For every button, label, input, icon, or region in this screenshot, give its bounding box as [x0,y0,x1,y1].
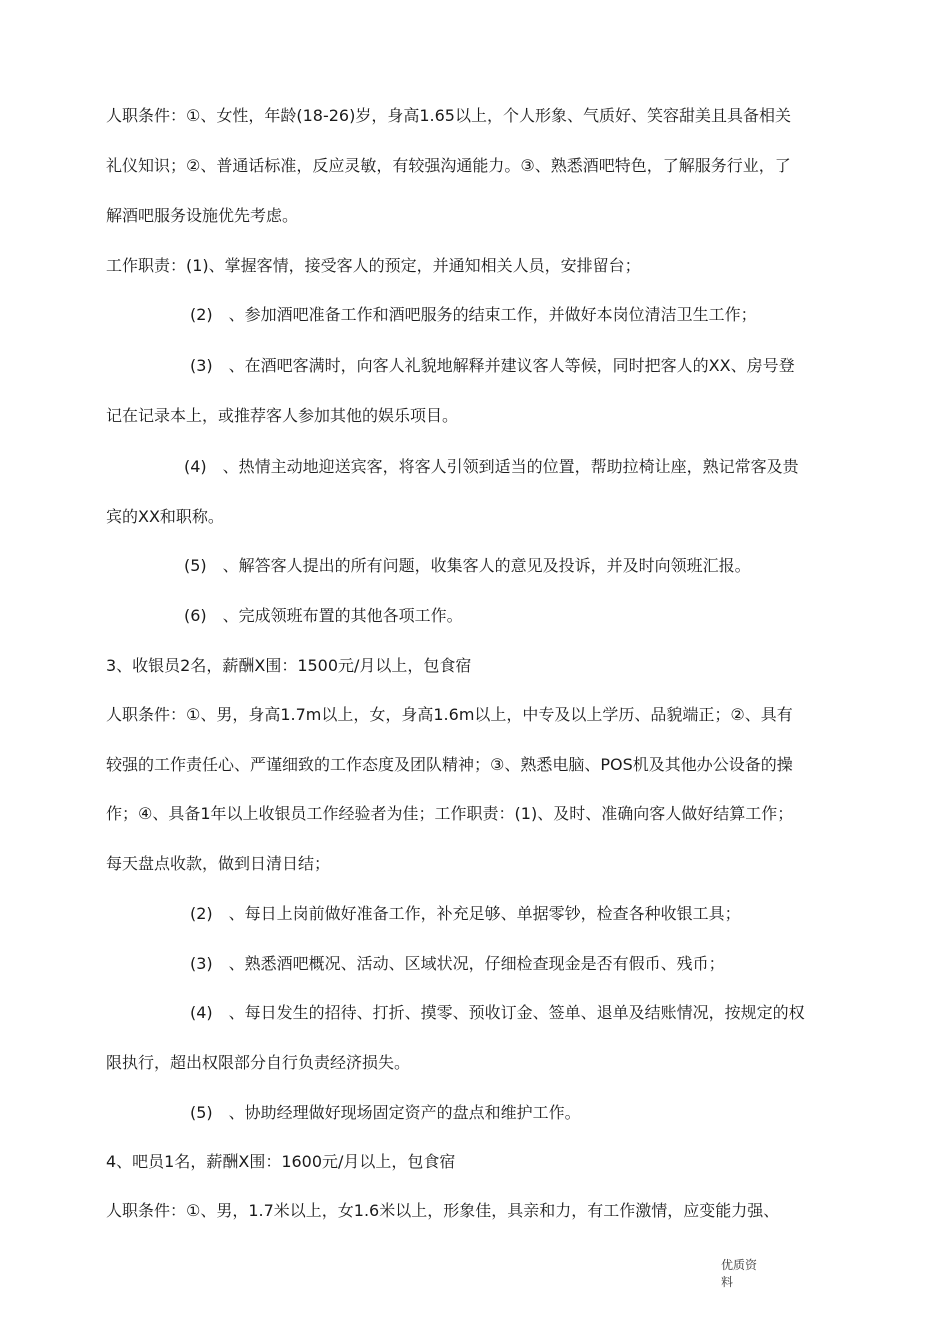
text-line: (2) 、参加酒吧准备工作和酒吧服务的结束工作，并做好本岗位清洁卫生工作； [190,305,757,324]
text-line: 人职条件：①、男，1.7米以上，女1.6米以上，形象佳，具亲和力，有工作激情，应变能力强、 [106,1201,780,1220]
section-heading: 3、收银员2名，薪酬X围：1500元/月以上，包食宿 [106,656,472,675]
text-line: (2) 、每日上岗前做好准备工作，补充足够、单据零钞，检查各种收银工具； [190,904,741,923]
footer-line: 料 [721,1275,734,1289]
text-line: 工作职责：(1)、掌握客情，接受客人的预定，并通知相关人员，安排留台； [106,256,641,275]
section-heading: 4、吧员1名，薪酬X围：1600元/月以上，包食宿 [106,1152,456,1171]
text-line: 每天盘点收款，做到日清日结； [106,854,331,873]
text-line: 宾的XX和职称。 [106,507,224,526]
text-line: 限执行，超出权限部分自行负责经济损失。 [106,1053,411,1072]
text-line: (3) 、熟悉酒吧概况、活动、区域状况，仔细检查现金是否有假币、残币； [190,954,725,973]
text-line: 人职条件：①、男，身高1.7m以上，女，身高1.6m以上，中专及以上学历、品貌端正；②、具有 [106,705,793,724]
text-line: 作；④、具备1年以上收银员工作经验者为佳；工作职责：(1)、及时、准确向客人做好结算工作； [106,804,794,823]
text-line: (5) 、协助经理做好现场固定资产的盘点和维护工作。 [190,1103,581,1122]
text-line: 礼仪知识；②、普通话标准，反应灵敏，有较强沟通能力。③、熟悉酒吧特色，了解服务行业，了 [106,156,791,175]
text-line: 较强的工作责任心、严谨细致的工作态度及团队精神；③、熟悉电脑、POS机及其他办公设备的操 [106,755,793,774]
text-line: 解酒吧服务设施优先考虑。 [106,206,299,225]
text-line: 记在记录本上，或推荐客人参加其他的娱乐项目。 [106,406,459,425]
text-line: (4) 、每日发生的招待、打折、摸零、预收订金、签单、退单及结账情况，按规定的权 [190,1003,805,1022]
text-line: (5) 、解答客人提出的所有问题，收集客人的意见及投诉，并及时向领班汇报。 [184,556,751,575]
text-line: 人职条件：①、女性，年龄(18-26)岁，身高1.65以上，个人形象、气质好、笑容甜美且具备相关 [106,106,791,125]
text-line: (3) 、在酒吧客满时，向客人礼貌地解释并建议客人等候，同时把客人的XX、房号登 [190,356,795,375]
text-line: (4) 、热情主动地迎送宾客，将客人引领到适当的位置，帮助拉椅让座，熟记常客及贵 [184,457,799,476]
footer-note [721,1257,769,1291]
text-line: (6) 、完成领班布置的其他各项工作。 [184,606,463,625]
footer-line: 优质资 [721,1258,758,1272]
